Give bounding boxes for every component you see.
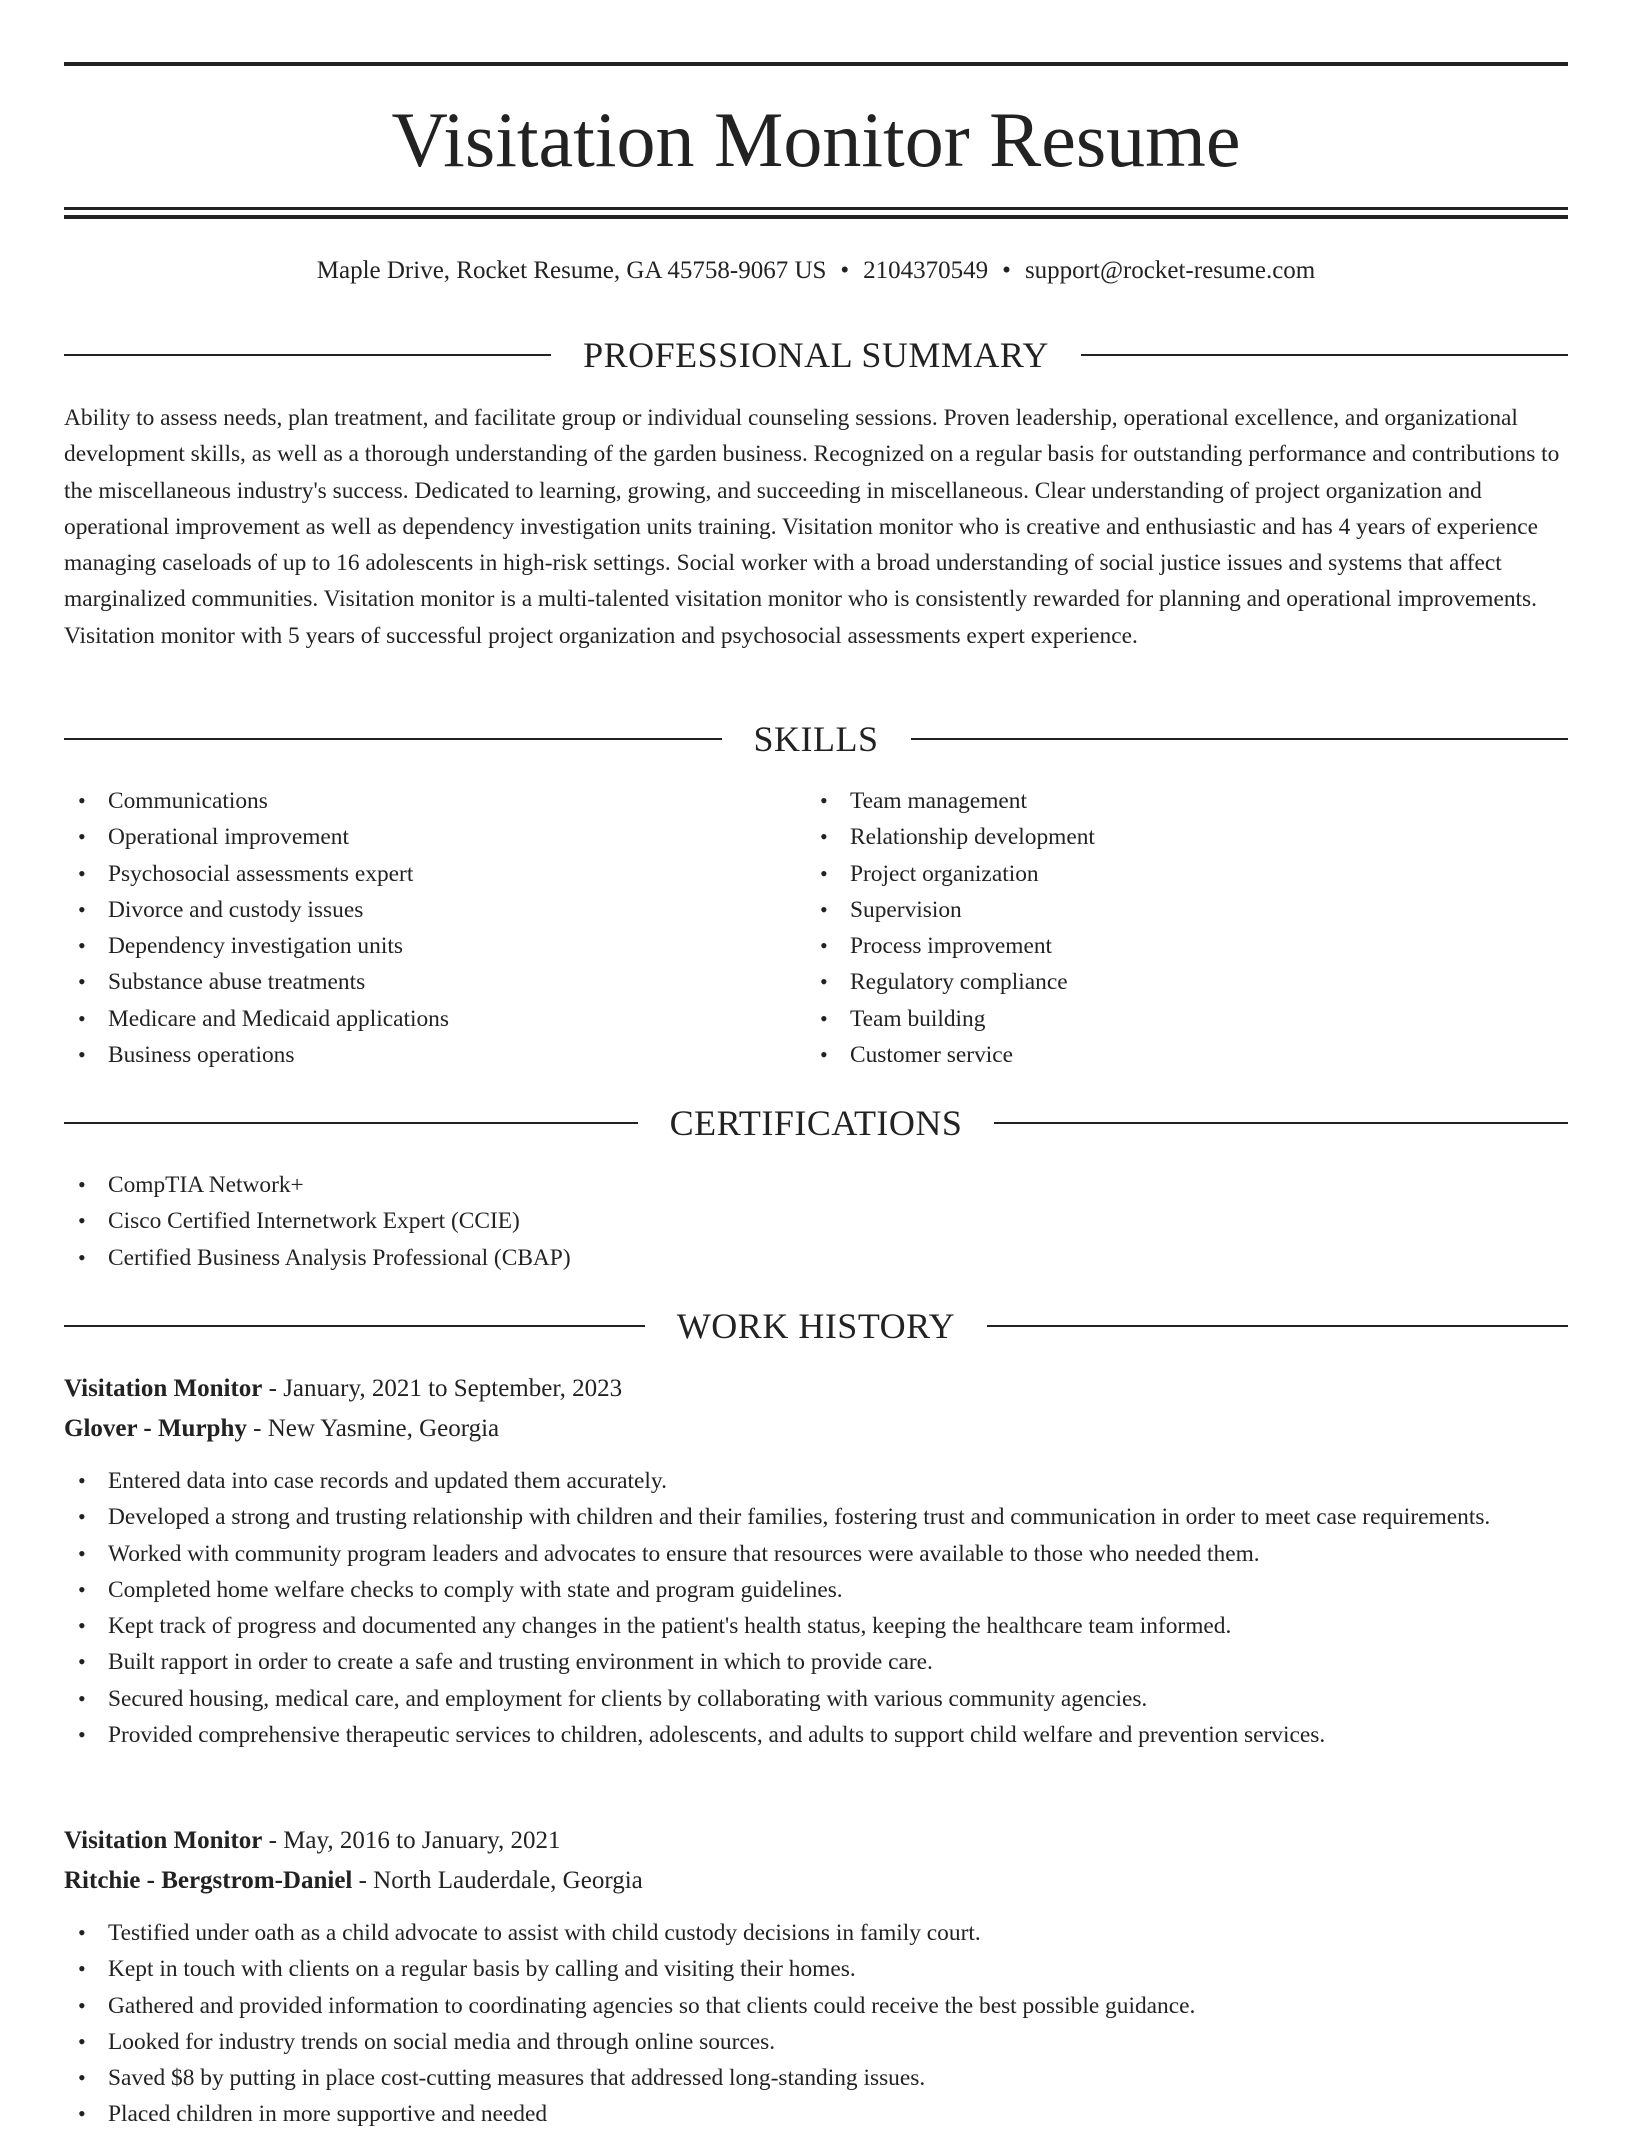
contact-line [64, 255, 1568, 287]
responsibility-item: • Provided comprehensive therapeutic services to children, adolescents, and adults to support child welfare and prevention services. [64, 1717, 1568, 1753]
skill-item: • Regulatory compliance [806, 964, 1546, 1000]
certifications-list [64, 1167, 1568, 1276]
skill-item: • Substance abuse treatments [64, 964, 804, 1000]
skills-list-right [806, 783, 1546, 1073]
skill-item: • Relationship development [806, 819, 1546, 855]
title-rule-lower [64, 215, 1568, 219]
certification-item: • Certified Business Analysis Professional (CBAP) [64, 1240, 1568, 1276]
responsibility-item: • Kept track of progress and documented any changes in the patient's health status, keeping the healthcare team informed. [64, 1608, 1568, 1644]
job-company: Ritchie - Bergstrom-Daniel [64, 1867, 353, 1894]
job-company-line [64, 1413, 1568, 1445]
section-rule [64, 738, 722, 740]
skill-item: • Project organization [806, 856, 1546, 892]
section-title-work-history: WORK HISTORY [676, 1306, 956, 1346]
skill-item: • Process improvement [806, 928, 1546, 964]
contact-address: Maple Drive, Rocket Resume, GA 45758-9067 US [316, 257, 827, 284]
section-header-summary [64, 335, 1568, 375]
job-role: Visitation Monitor [64, 1375, 263, 1402]
contact-separator: • [840, 257, 850, 284]
skill-item: • Operational improvement [64, 819, 804, 855]
skill-item: • Psychosocial assessments expert [64, 856, 804, 892]
certification-item: • CompTIA Network+ [64, 1167, 1568, 1203]
responsibility-item: • Saved $8 by putting in place cost-cutting measures that addressed long-standing issues. [64, 2060, 1568, 2096]
job-title-line [64, 1825, 1568, 1857]
responsibility-item: • Secured housing, medical care, and employment for clients by collaborating with various community agencies. [64, 1681, 1568, 1717]
job-location: - North Lauderdale, Georgia [352, 1867, 643, 1894]
section-header-certifications [64, 1103, 1568, 1143]
skill-item: • Medicare and Medicaid applications [64, 1001, 804, 1037]
section-rule [1081, 354, 1568, 356]
responsibility-item: • Kept in touch with clients on a regular basis by calling and visiting their homes. [64, 1951, 1568, 1987]
job-dates: - May, 2016 to January, 2021 [262, 1827, 561, 1854]
section-header-work-history [64, 1306, 1568, 1346]
section-title-summary: PROFESSIONAL SUMMARY [583, 335, 1049, 375]
section-rule [64, 1122, 638, 1124]
resume-title: Visitation Monitor Resume [391, 96, 1241, 183]
job-responsibilities-list [64, 1463, 1568, 1753]
responsibility-item: • Worked with community program leaders and advocates to ensure that resources were available to those who needed them. [64, 1536, 1568, 1572]
title-rule-upper [64, 207, 1568, 210]
certification-item: • Cisco Certified Internetwork Expert (CCIE) [64, 1203, 1568, 1239]
skill-item: • Divorce and custody issues [64, 892, 804, 928]
responsibility-item: • Completed home welfare checks to comply with state and program guidelines. [64, 1572, 1568, 1608]
skill-item: • Communications [64, 783, 804, 819]
skill-item: • Customer service [806, 1037, 1546, 1073]
job-dates: - January, 2021 to September, 2023 [262, 1375, 623, 1402]
skill-item: • Business operations [64, 1037, 804, 1073]
job-company-line [64, 1865, 1568, 1897]
contact-separator: • [1002, 257, 1011, 284]
skill-item: • Dependency investigation units [64, 928, 804, 964]
job-role: Visitation Monitor [64, 1827, 263, 1854]
contact-email: support@rocket-resume.com [1024, 257, 1316, 284]
responsibility-item: • Developed a strong and trusting relationship with children and their families, fostering trust and communication in order to meet case requirements. [64, 1499, 1568, 1535]
job-title-line [64, 1373, 1568, 1405]
responsibility-item: • Testified under oath as a child advocate to assist with child custody decisions in family court. [64, 1915, 1568, 1951]
section-rule [987, 1325, 1568, 1327]
section-header-skills [64, 719, 1568, 759]
responsibility-item: • Gathered and provided information to coordinating agencies so that clients could receive the best possible guidance. [64, 1988, 1568, 2024]
skill-item: • Team management [806, 783, 1546, 819]
section-rule [64, 354, 551, 356]
section-title-skills: SKILLS [753, 719, 879, 759]
top-rule [64, 62, 1568, 66]
section-rule [64, 1325, 645, 1327]
skills-list-left [64, 783, 804, 1073]
job-company: Glover - Murphy [64, 1415, 247, 1442]
section-title-certifications: CERTIFICATIONS [669, 1103, 963, 1143]
section-rule [994, 1122, 1568, 1124]
skill-item: • Team building [806, 1001, 1546, 1037]
responsibility-item: • Entered data into case records and updated them accurately. [64, 1463, 1568, 1499]
responsibility-item: • Built rapport in order to create a safe and trusting environment in which to provide care. [64, 1644, 1568, 1680]
summary-text: Ability to assess needs, plan treatment, and facilitate group or individual counseling sessions. Proven leadership, operational excellence, and organizational development skills, as well as a thorough understanding of the garden business. Recognized on a regular basis for outstanding performance and contributions to the miscellaneous industry's success. Dedicated to learning, growing, and succeeding in miscellaneous. Clear understanding of project organization and operational improvement as well as dependency investigation units training. Visitation monitor who is creative and enthusiastic and has 4 years of experience managing caseloads of up to 16 adolescents in high-risk settings. Social worker with a broad understanding of social justice issues and systems that affect marginalized communities. Visitation monitor is a multi-talented visitation monitor who is consistently rewarded for planning and operational improvements. Visitation monitor with 5 years of successful project organization and psychosocial assessments expert experience. [64, 405, 1560, 649]
job-responsibilities-list [64, 1915, 1568, 2133]
section-rule [911, 738, 1569, 740]
responsibility-item: • Looked for industry trends on social media and through online sources. [64, 2024, 1568, 2060]
job-location: - New Yasmine, Georgia [246, 1415, 500, 1442]
contact-phone: 2104370549 [863, 257, 989, 284]
responsibility-item: • Placed children in more supportive and needed [64, 2096, 1568, 2132]
skill-item: • Supervision [806, 892, 1546, 928]
